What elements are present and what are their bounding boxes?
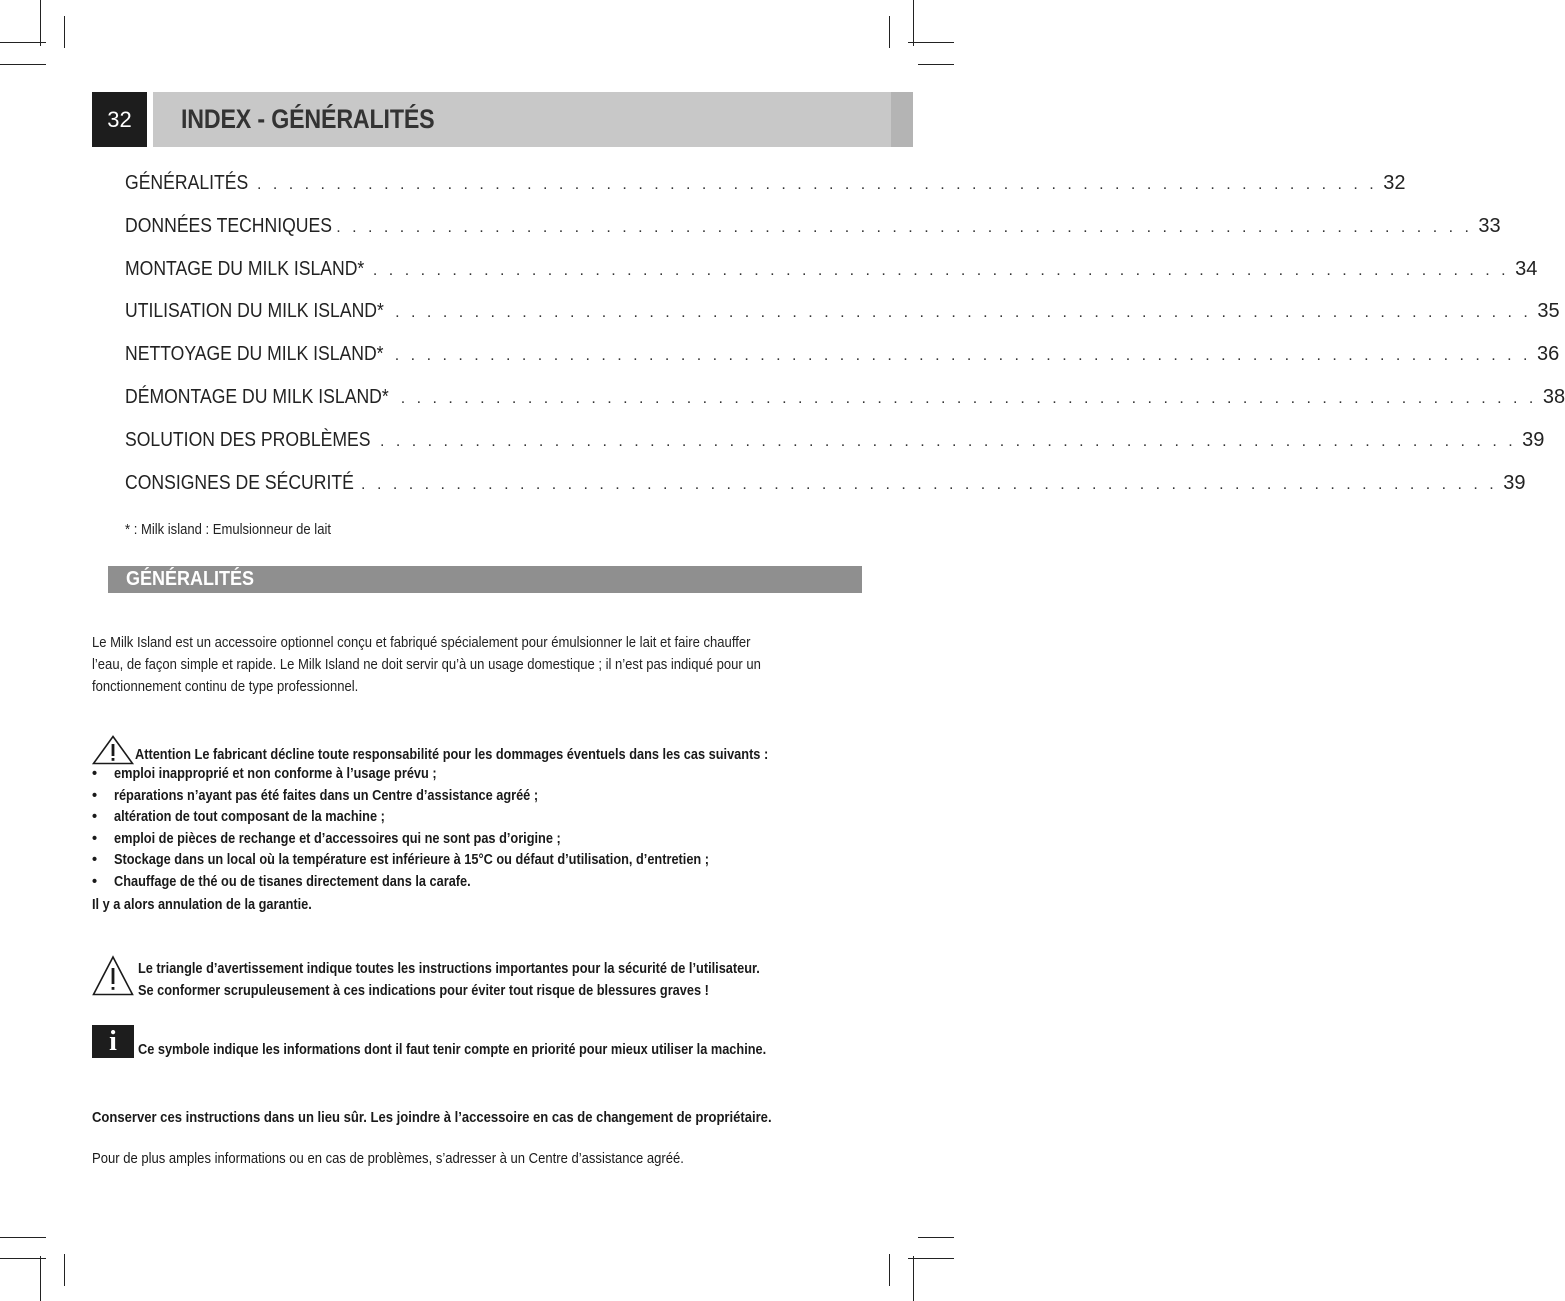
list-item	[92, 766, 912, 788]
bullet-mark: •	[92, 809, 98, 825]
warning-triangle-icon	[92, 955, 134, 997]
toc-entry	[125, 471, 1526, 515]
info-text: Ce symbole indique les informations dont il faut tenir compte en priorité pour mieux utiliser la machine.	[138, 1042, 767, 1058]
list-item	[92, 831, 912, 853]
toc-page-number: 35	[1537, 300, 1560, 323]
warning-line: Se conformer scrupuleusement à ces indications pour éviter tout risque de blessures graves !	[138, 983, 709, 999]
guarantee-note: Il y a alors annulation de la garantie.	[92, 897, 312, 913]
title-bar-shade	[891, 92, 913, 147]
toc-entry	[125, 214, 1501, 258]
bullet-text: Stockage dans un local où la température est inférieure à 15°C ou défaut d’utilisation, d’entretien ;	[114, 852, 710, 868]
title-bar	[153, 92, 913, 147]
list-item	[92, 852, 912, 874]
toc-label: MONTAGE DU MILK ISLAND*	[125, 257, 365, 280]
toc-entry	[125, 300, 1560, 343]
toc-page-number: 33	[1478, 214, 1501, 237]
toc-leader-dots: . . . . . . . . . . . . . . . . . . . . . . . . . . . . . . . . . . . . . . . . . . . . . . . . . . . . . . . . . . . . . . . . . . . . . . . .	[400, 389, 1537, 407]
attention-bullets	[92, 766, 912, 895]
toc-page-number: 36	[1536, 343, 1560, 366]
toc-entry	[125, 257, 1538, 301]
intro-line: Le Milk Island est un accessoire optionnel conçu et fabriqué spécialement pour émulsionner le lait et faire chauffer	[92, 635, 751, 651]
intro-line: l’eau, de façon simple et rapide. Le Milk Island ne doit servir qu’à un usage domestique ; il n’est pas indiqué pour un	[92, 657, 761, 673]
toc-leader-dots: . . . . . . . . . . . . . . . . . . . . . . . . . . . . . . . . . . . . . . . . . . . . . . . . . . . . . . . . . . . . . . . . . . . . . . . .	[241, 176, 1378, 193]
toc-label: DONNÉES TECHNIQUES	[125, 214, 333, 237]
bullet-text: emploi inapproprié et non conforme à l’usage prévu ;	[114, 766, 437, 782]
toc-label: CONSIGNES DE SÉCURITÉ	[125, 471, 354, 494]
attention-text: Attention Le fabricant décline toute responsabilité pour les dommages éventuels dans les cas suivants :	[135, 747, 769, 763]
bullet-mark: •	[92, 852, 98, 868]
toc-leader-dots: . . . . . . . . . . . . . . . . . . . . . . . . . . . . . . . . . . . . . . . . . . . . . . . . . . . . . . . . . . . . . . . . . . . . . . . .	[361, 475, 1498, 493]
section-title: GÉNÉRALITÉS	[126, 568, 255, 590]
section-header	[108, 566, 862, 593]
toc-leader-dots: . . . . . . . . . . . . . . . . . . . . . . . . . . . . . . . . . . . . . . . . . . . . . . . . . . . . . . . . . . . . . . . . . . . . . . . .	[395, 304, 1532, 322]
bullet-mark: •	[92, 873, 98, 890]
page-number: 32	[92, 92, 147, 147]
toc-entry	[125, 172, 1406, 215]
info-icon: i	[92, 1025, 134, 1058]
toc-label: GÉNÉRALITÉS	[125, 172, 249, 194]
bullet-text: altération de tout composant de la machine ;	[114, 809, 385, 825]
bullet-mark: •	[92, 787, 98, 804]
footnote: * : Milk island : Emulsionneur de lait	[125, 522, 332, 538]
list-item	[92, 874, 912, 896]
toc-page-number: 32	[1383, 172, 1406, 194]
list-item	[92, 809, 912, 831]
toc-leader-dots: . . . . . . . . . . . . . . . . . . . . . . . . . . . . . . . . . . . . . . . . . . . . . . . . . . . . . . . . . . . . . . . . . . . . . . . .	[336, 218, 1473, 236]
conserve-note: Conserver ces instructions dans un lieu sûr. Les joindre à l’accessoire en cas de changement de propriétaire.	[92, 1110, 772, 1126]
toc-page-number: 38	[1542, 385, 1565, 408]
bullet-text: Chauffage de thé ou de tisanes directement dans la carafe.	[114, 873, 471, 890]
warning-triangle-icon	[92, 735, 134, 765]
bullet-mark: •	[92, 766, 98, 782]
list-item	[92, 788, 912, 810]
toc-label: DÉMONTAGE DU MILK ISLAND*	[125, 385, 389, 408]
bullet-mark: •	[92, 830, 98, 847]
table-of-contents	[125, 172, 1565, 514]
toc-entry	[125, 343, 1560, 386]
toc-label: NETTOYAGE DU MILK ISLAND*	[125, 343, 384, 366]
toc-leader-dots: . . . . . . . . . . . . . . . . . . . . . . . . . . . . . . . . . . . . . . . . . . . . . . . . . . . . . . . . . . . . . . . . . . . . . . . .	[379, 432, 1517, 450]
toc-label: SOLUTION DES PROBLÈMES	[125, 428, 371, 451]
toc-leader-dots: . . . . . . . . . . . . . . . . . . . . . . . . . . . . . . . . . . . . . . . . . . . . . . . . . . . . . . . . . . . . . . . . . . . . . . . .	[372, 261, 1510, 279]
bullet-text: emploi de pièces de rechange et d’accessoires qui ne sont pas d’origine ;	[114, 830, 561, 847]
intro-paragraph	[92, 632, 812, 698]
toc-leader-dots: . . . . . . . . . . . . . . . . . . . . . . . . . . . . . . . . . . . . . . . . . . . . . . . . . . . . . . . . . . . . . . . . . . . . . . . .	[394, 347, 1531, 365]
toc-entry	[125, 385, 1565, 429]
toc-page-number: 39	[1503, 471, 1526, 494]
toc-page-number: 39	[1522, 428, 1545, 451]
intro-line: fonctionnement continu de type professionnel.	[92, 679, 359, 695]
warning-line: Le triangle d’avertissement indique toutes les instructions importantes pour la sécurité de l’utilisateur.	[138, 961, 760, 977]
toc-label: UTILISATION DU MILK ISLAND*	[125, 300, 384, 323]
bullet-text: réparations n’ayant pas été faites dans un Centre d’assistance agréé ;	[114, 787, 539, 804]
page-title: INDEX - GÉNÉRALITÉS	[181, 104, 435, 134]
toc-entry	[125, 428, 1545, 472]
toc-page-number: 34	[1515, 257, 1538, 280]
more-info-note: Pour de plus amples informations ou en cas de problèmes, s’adresser à un Centre d’assistance agréé.	[92, 1151, 684, 1167]
